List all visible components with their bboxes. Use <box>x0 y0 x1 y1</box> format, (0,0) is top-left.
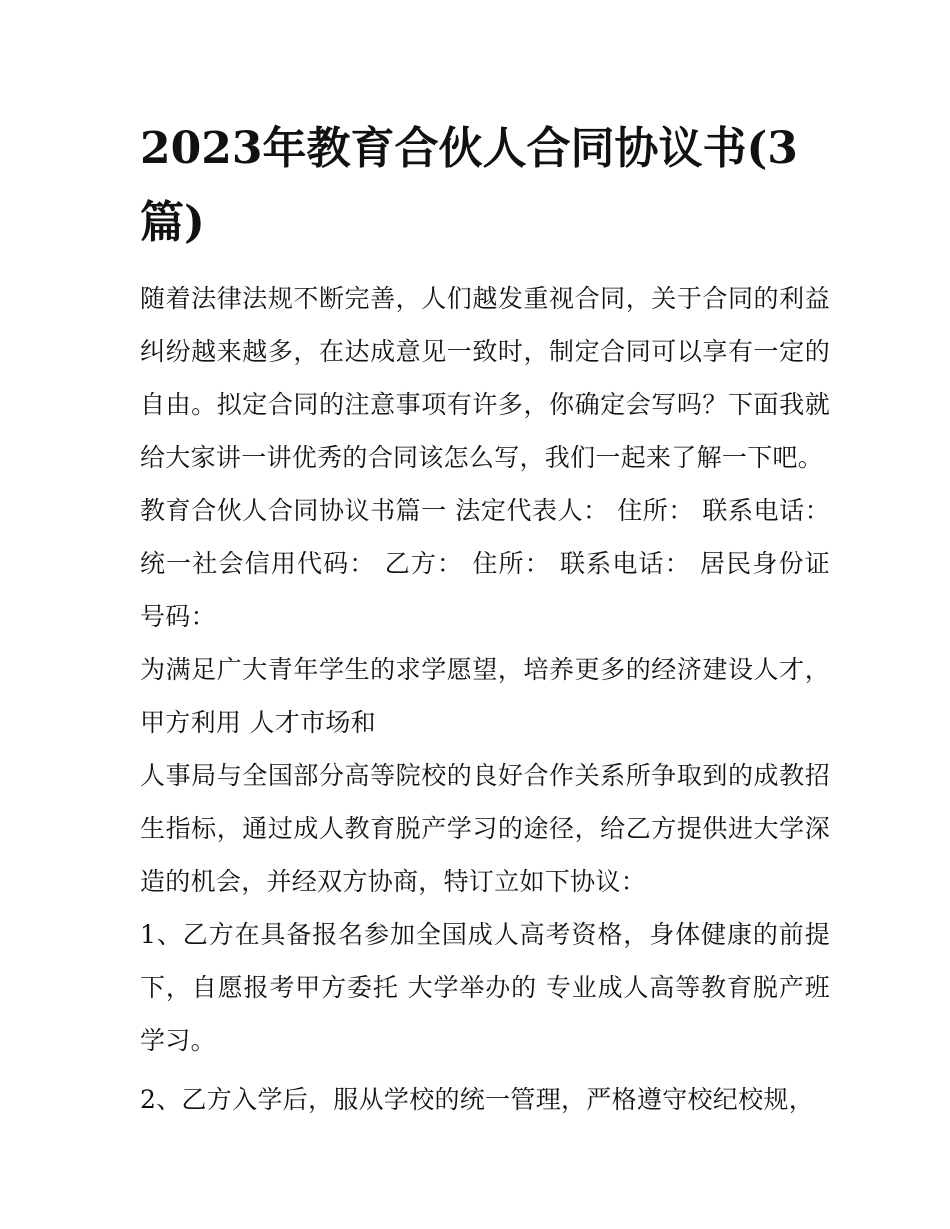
intro-paragraph: 随着法律法规不断完善，人们越发重视合同，关于合同的利益纠纷越来越多，在达成意见一致时，制定合同可以享有一定的自由。拟定合同的注意事项有许多，你确定会写吗？下面我就给大家讲一讲优秀的合同该怎么写，我们一起来了解一下吧。 <box>140 284 830 472</box>
document-title: 2023年教育合伙人合同协议书(3篇) <box>140 123 798 248</box>
purpose-continued-paragraph: 人事局与全国部分高等院校的良好合作关系所争取到的成教招生指标，通过成人教育脱产学习的途径，给乙方提供进大学深造的机会，并经双方协商，特订立如下协议： <box>140 761 830 896</box>
clause-2-paragraph: 2、乙方入学后，服从学校的统一管理，严格遵守校纪校规， <box>140 1085 815 1114</box>
document-body <box>140 272 830 1126</box>
clause-1-paragraph: 1、乙方在具备报名参加全国成人高考资格，身体健康的前提下，自愿报考甲方委托 大学举办的 专业成人高等教育脱产班学习。 <box>140 920 830 1055</box>
party-info-paragraph: 教育合伙人合同协议书篇一 法定代表人： 住所： 联系电话： 统一社会信用代码： 乙方： 住所： 联系电话： 居民身份证号码： <box>140 496 830 631</box>
document-page <box>140 112 830 1126</box>
purpose-paragraph: 为满足广大青年学生的求学愿望，培养更多的经济建设人才，甲方利用 人才市场和 <box>140 655 830 737</box>
